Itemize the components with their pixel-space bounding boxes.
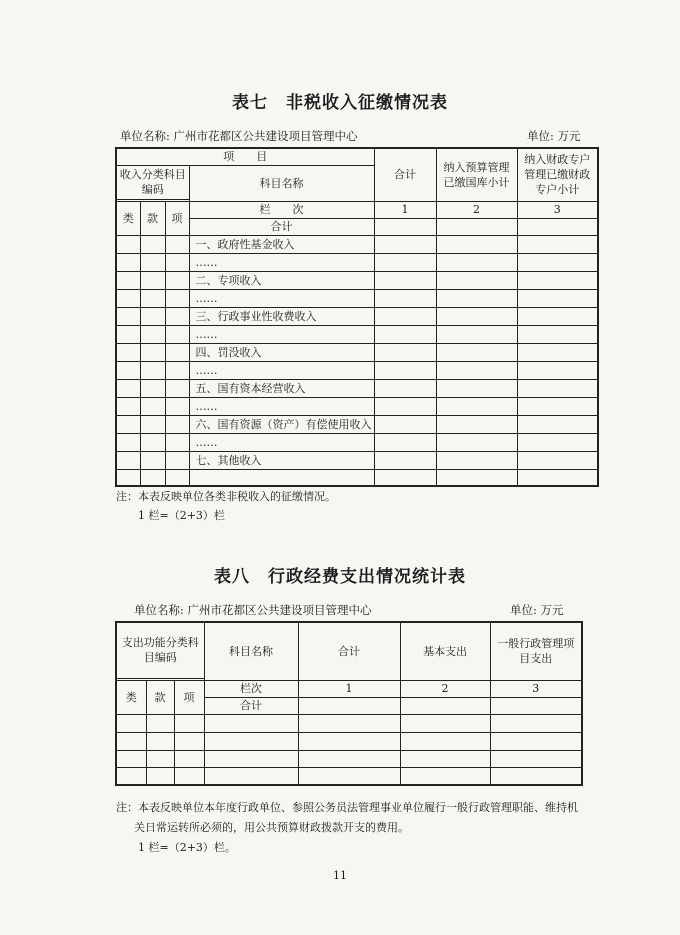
t7-header-class-code: 收入分类科目编码 [116,165,189,199]
table8-note: 注：本表反映单位本年度行政单位、参照公务员法管理事业单位履行一般行政管理职能、维持机 [116,801,578,814]
table-row [189,469,374,486]
t7-header-special: 纳入财政专户管理已缴财政专户小计 [517,148,598,201]
t8-sum-label: 合计 [204,697,298,714]
table-row: 一、政府性基金收入 [189,235,374,253]
t7-header-kuan: 款 [140,201,165,235]
table-row: …… [189,289,374,307]
table7-unit-name: 单位名称: 广州市花都区公共建设项目管理中心 [120,129,358,143]
table7 [115,147,599,487]
t7-header-item: 项 目 [116,148,374,165]
t8-header-xiang: 项 [174,680,204,714]
t7-header-lei: 类 [116,201,140,235]
t8-header-subject-name: 科目名称 [204,622,298,680]
table8-unit: 单位: 万元 [510,603,564,617]
t8-header-lei: 类 [116,680,146,714]
page-number: 11 [333,869,347,882]
table-row: 四、罚没收入 [189,343,374,361]
t7-header-total: 合计 [374,148,436,201]
table-row: …… [189,397,374,415]
table7-formula: 1 栏=（2+3）栏 [138,509,225,522]
table8 [115,621,583,786]
t7-col3: 3 [517,201,598,218]
table-row: …… [189,361,374,379]
table-row: …… [189,253,374,271]
t7-header-subject-name: 科目名称 [189,165,374,201]
t8-header-basic: 基本支出 [400,622,490,680]
t7-sum-label: 合计 [189,218,374,235]
t7-header-lanci: 栏 次 [189,201,374,218]
table-row: 五、国有资本经营收入 [189,379,374,397]
table8-title: 表八 行政经费支出情况统计表 [214,567,466,587]
table7-note: 注：本表反映单位各类非税收入的征缴情况。 [116,490,336,503]
table7-unit: 单位: 万元 [527,129,581,143]
t8-header-general: 一般行政管理项目支出 [490,622,582,680]
t7-col2: 2 [436,201,517,218]
t8-header-kuan: 款 [146,680,174,714]
t8-col1: 1 [298,680,400,697]
table-row: 六、国有资源（资产）有偿使用收入 [189,415,374,433]
table-row: 三、行政事业性收费收入 [189,307,374,325]
t8-header-lanci: 栏次 [204,680,298,697]
table8-formula: 1 栏=（2+3）栏。 [138,841,236,854]
table-row: 二、专项收入 [189,271,374,289]
t8-col2: 2 [400,680,490,697]
t7-col1: 1 [374,201,436,218]
t8-header-class-code: 支出功能分类科目编码 [116,622,204,678]
table8-unit-name: 单位名称: 广州市花都区公共建设项目管理中心 [134,603,372,617]
table-row: …… [189,433,374,451]
t8-col3: 3 [490,680,582,697]
t7-header-budget: 纳入预算管理已缴国库小计 [436,148,517,201]
table-row: 七、其他收入 [189,451,374,469]
t8-header-total: 合计 [298,622,400,680]
table7-title: 表七 非税收入征缴情况表 [232,93,448,113]
table8-note-cont: 关日常运转所必须的，用公共预算财政拨款开支的费用。 [134,821,409,834]
table-row: …… [189,325,374,343]
t7-header-xiang: 项 [165,201,189,235]
